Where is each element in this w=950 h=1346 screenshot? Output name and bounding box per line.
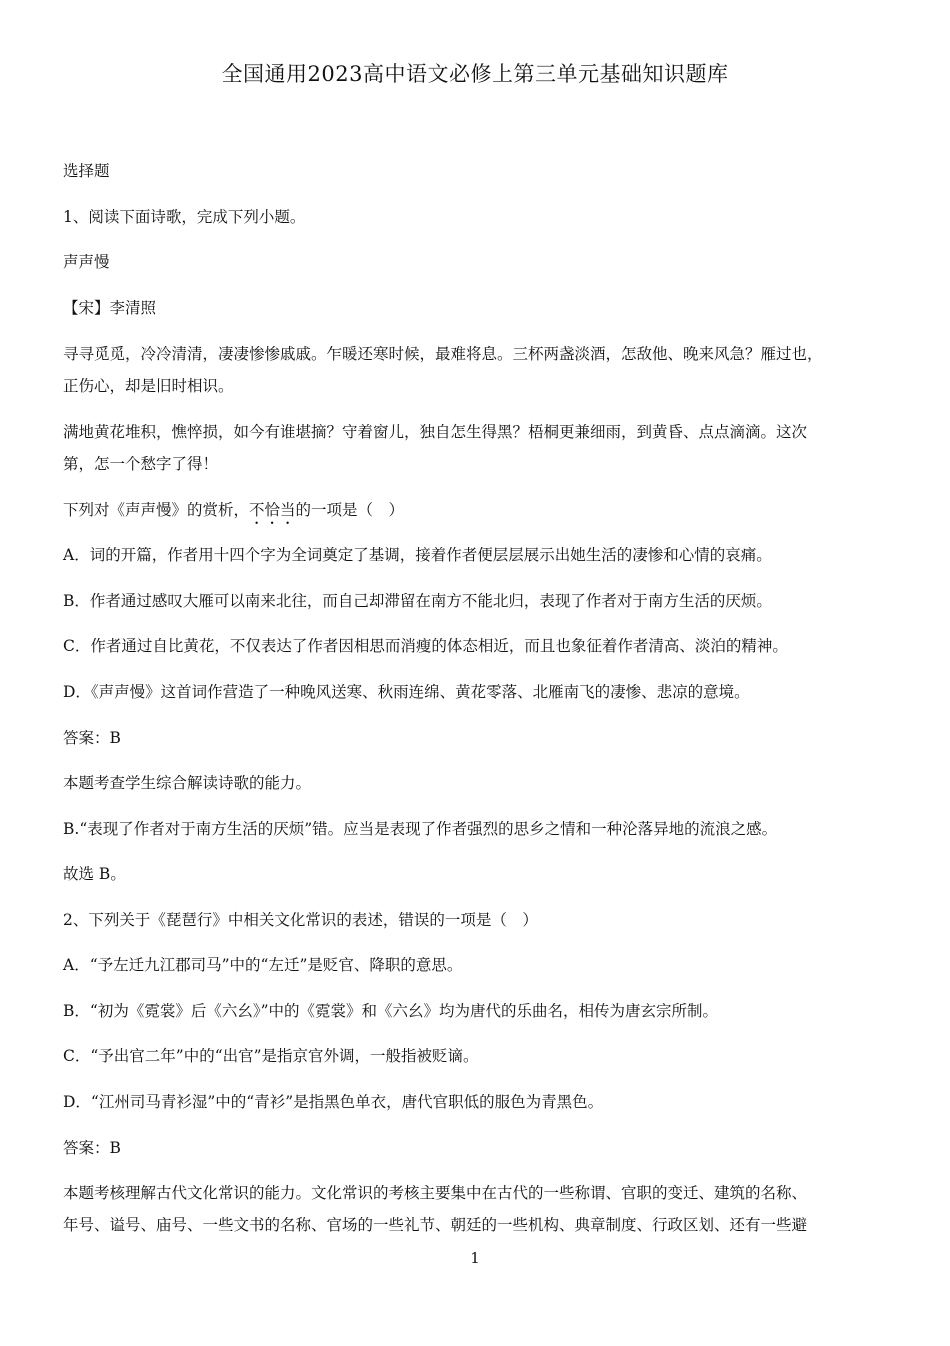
question-1-prompt — [63, 496, 893, 528]
question-1-answer: 答案：B — [63, 729, 121, 747]
question-1-option-a: A．词的开篇，作者用十四个字为全词奠定了基调，接着作者便层层展示出她生活的凄惨和心情的哀痛。 — [63, 546, 772, 564]
question-1-option-d: D．《声声慢》这首词作营造了一种晚风送寒、秋雨连绵、黄花零落、北雁南飞的凄惨、悲凉的意境。 — [63, 683, 750, 701]
poem-author: 【宋】李清照 — [63, 299, 157, 317]
poem-stanza-2-line-1: 满地黄花堆积，憔悴损，如今有谁堪摘？守着窗儿，独自怎生得黑？梧桐更兼细雨，到黄昏、点点滴滴。这次 — [63, 423, 808, 441]
poem-title: 声声慢 — [63, 253, 110, 271]
question-1-option-c: C．作者通过自比黄花，不仅表达了作者因相思而消瘦的体态相近，而且也象征着作者清高、淡泊的精神。 — [63, 637, 788, 655]
question-1-prompt-prefix: 下列对《声声慢》的赏析， — [63, 501, 250, 519]
poem-stanza-2-line-2: 第，怎一个愁字了得！ — [63, 455, 219, 473]
question-2-answer: 答案：B — [63, 1139, 121, 1157]
section-heading: 选择题 — [63, 162, 110, 180]
question-2-analysis-line-1: 本题考核理解古代文化常识的能力。文化常识的考核主要集中在古代的一些称谓、官职的变迁、建筑的名称、 — [63, 1184, 808, 1202]
question-1-analysis-1: 本题考查学生综合解读诗歌的能力。 — [63, 774, 312, 792]
page-number: 1 — [470, 1249, 480, 1267]
question-1-analysis-2: B.“表现了作者对于南方生活的厌烦”错。应当是表现了作者强烈的思乡之情和一种沦落异地的流浪之感。 — [63, 820, 778, 838]
poem-stanza-1-line-1: 寻寻觅觅，冷冷清清，凄凄惨惨戚戚。乍暖还寒时候，最难将息。三杯两盏淡酒，怎敌他、晚来风急？雁过也， — [63, 345, 823, 363]
question-1-option-b: B．作者通过感叹大雁可以南来北往，而自己却滞留在南方不能北归，表现了作者对于南方生活的厌烦。 — [63, 592, 772, 610]
document-title: 全国通用2023高中语文必修上第三单元基础知识题库 — [221, 62, 729, 86]
question-1-conclusion: 故选 B。 — [63, 865, 126, 883]
question-2-analysis-line-2: 年号、谥号、庙号、一些文书的名称、官场的一些礼节、朝廷的一些机构、典章制度、行政区划、还有一些避 — [63, 1216, 808, 1234]
question-2-stem: 2、下列关于《琵琶行》中相关文化常识的表述，错误的一项是（ ） — [63, 911, 538, 929]
question-2-option-b: B．“初为《霓裳》后《六幺》”中的《霓裳》和《六幺》均为唐代的乐曲名，相传为唐玄宗所制。 — [63, 1002, 718, 1020]
question-2-option-d: D．“江州司马青衫湿”中的“青衫”是指黑色单衣，唐代官职低的服色为青黑色。 — [63, 1093, 604, 1111]
question-1-stem: 1、阅读下面诗歌，完成下列小题。 — [63, 208, 306, 226]
poem-stanza-1-line-2: 正伤心，却是旧时相识。 — [63, 377, 234, 395]
question-1-emphasis: 不恰当 — [249, 501, 296, 519]
question-2-option-c: C．“予出官二年”中的“出官”是指京官外调，一般指被贬谪。 — [63, 1047, 479, 1065]
question-2-option-a: A．“予左迁九江郡司马”中的“左迁”是贬官、降职的意思。 — [63, 956, 463, 974]
question-1-prompt-suffix: 的一项是（ ） — [295, 501, 405, 519]
